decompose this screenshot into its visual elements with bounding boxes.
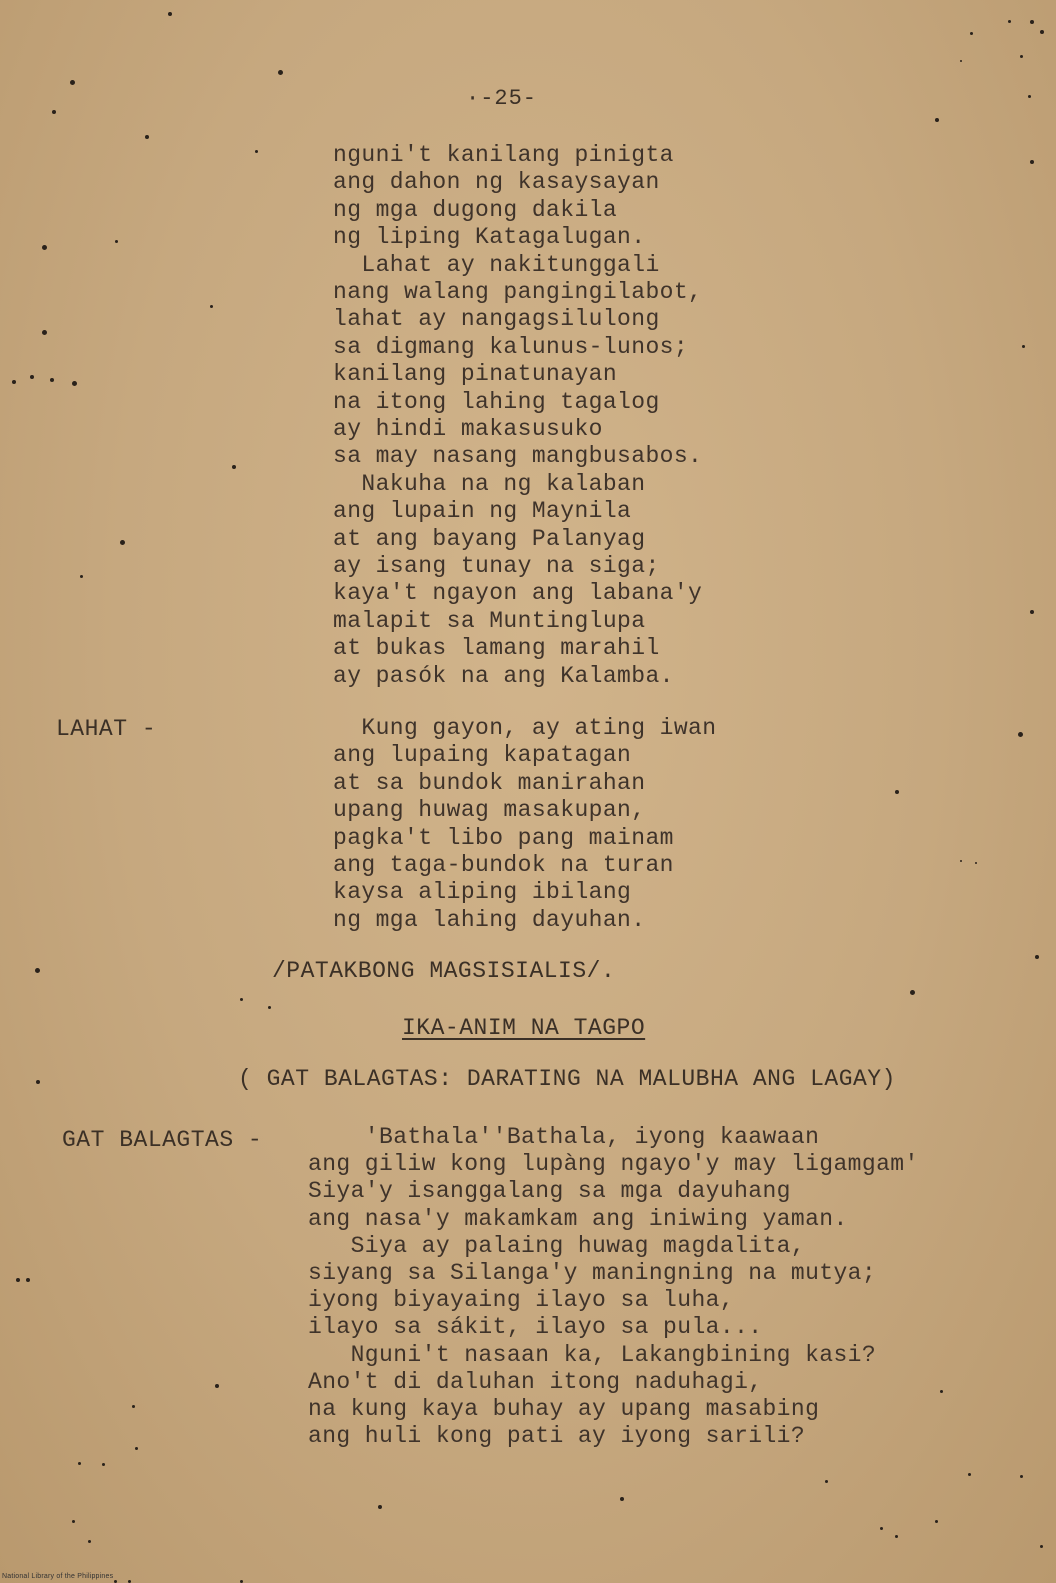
speck [72,381,77,386]
speck [1008,20,1011,23]
speck [1018,732,1023,737]
speck [935,1520,938,1523]
verse-line: kanilang pinatunayan [333,361,618,388]
library-footer: National Library of the Philippines [2,1573,114,1580]
speck [232,465,236,469]
speck [1030,610,1034,614]
verse-line: ng liping Katagalugan. [333,224,646,251]
verse-line: sa may nasang mangbusabos. [333,443,703,470]
verse-line: 'Bathala''Bathala, iyong kaawaan [308,1124,820,1150]
speck [935,118,939,122]
verse-line: ay pasók na ang Kalamba. [333,662,674,689]
speck [960,60,962,62]
speck [88,1540,91,1543]
verse-line: ay isang tunay na siga; [333,553,660,579]
verse-line: ng mga lahing dayuhan. [333,906,646,933]
verse-line: Siya ay palaing huwag magdalita, [308,1232,806,1259]
page-number: ·-25- [466,86,538,111]
verse-line: ang huli kong pati ay iyong sarili? [308,1423,806,1450]
speck [825,1480,828,1483]
speck [210,305,213,308]
verse-line: lahat ay nangagsilulong [333,306,660,333]
speck [215,1384,219,1388]
speck [70,80,75,85]
speck [102,1463,105,1466]
speck [42,245,47,250]
verse-line: pagka't libo pang mainam [333,824,674,851]
speck [145,135,149,139]
verse-line: at sa bundok manirahan [333,769,646,796]
speck [36,1080,40,1084]
speck [1022,345,1025,348]
verse-line: iyong biyayaing ilayo sa luha, [308,1287,735,1314]
verse-line: nguni't kanilang pinigta [333,142,674,168]
verse-line: ang giliw kong lupàng ngayo'y may ligamgam' [308,1151,919,1178]
speck [115,240,118,243]
speck [255,150,258,153]
verse-line: Nakuha na ng kalaban [333,470,646,497]
verse-line: ng mga dugong dakila [333,196,618,223]
speck [80,575,83,578]
speck [26,1278,30,1282]
speck [378,1505,382,1509]
verse-line: ay hindi makasusuko [333,416,603,442]
speck [50,378,54,382]
verse-line: ang taga-bundok na turan [333,852,674,878]
verse-line: ilayo sa sákit, ilayo sa pula... [308,1314,763,1341]
speck [1035,955,1039,959]
speck [278,70,283,75]
speck [72,1520,75,1523]
speck [1020,55,1023,58]
speck [1030,20,1034,24]
speck [940,1390,943,1393]
speck [35,968,40,973]
speck [52,110,56,114]
verse-line: na itong lahing tagalog [333,388,660,415]
speck [30,375,34,379]
verse-line: nang walang pangingilabot, [333,279,703,305]
verse-line: malapit sa Muntinglupa [333,607,646,634]
speck [975,862,977,864]
speck [78,1462,81,1465]
speck [895,790,899,794]
scene-title: IKA-ANIM NA TAGPO [402,1015,646,1041]
verse-line: at ang bayang Palanyag [333,525,646,552]
scene-subtitle: ( GAT BALAGTAS: DARATING NA MALUBHA ANG LAGAY) [238,1066,896,1092]
speck [240,998,243,1001]
speck [960,860,962,862]
speck [268,1006,271,1009]
verse-line: kaysa aliping ibilang [333,879,632,906]
verse-line: kaya't ngayon ang labana'y [333,580,703,607]
speck [968,1473,971,1476]
speck [895,1535,898,1538]
verse-line: upang huwag masakupan, [333,797,646,824]
speck [168,12,172,16]
speck [970,32,973,35]
speck [1028,95,1031,98]
verse-line: at bukas lamang marahil [333,635,660,662]
speck [135,1447,138,1450]
speck [132,1405,135,1408]
verse-line: siyang sa Silanga'y maningning na mutya; [308,1260,877,1286]
speck [1030,160,1034,164]
verse-line: Nguni't nasaan ka, Lakangbining kasi? [308,1341,877,1368]
verse-line: ang nasa'y makamkam ang iniwing yaman. [308,1205,848,1232]
speck [120,540,125,545]
verse-line: Lahat ay nakitunggali [333,251,660,278]
verse-line: ang dahon ng kasaysayan [333,169,660,196]
verse-line: ang lupain ng Maynila [333,498,632,525]
speck [620,1497,624,1501]
verse-line: Ano't di daluhan itong naduhagi, [308,1368,763,1395]
speck [1040,30,1044,34]
speck [880,1527,883,1530]
verse-line: ang lupaing kapatagan [333,742,632,769]
verse-line: Siya'y isanggalang sa mga dayuhang [308,1178,791,1205]
speck [16,1278,20,1282]
speck [12,380,16,384]
speck [910,990,915,995]
speck [1020,1475,1023,1478]
stage-direction: /PATAKBONG MAGSISIALIS/. [272,958,616,984]
speaker-gat-balagtas: GAT BALAGTAS - [62,1127,263,1153]
verse-line: Kung gayon, ay ating iwan [333,715,717,741]
speck [42,330,47,335]
speck [1040,1545,1043,1548]
speaker-lahat: LAHAT - [56,716,157,742]
verse-line: na kung kaya buhay ay upang masabing [308,1396,820,1422]
verse-line: sa digmang kalunus-lunos; [333,333,689,360]
